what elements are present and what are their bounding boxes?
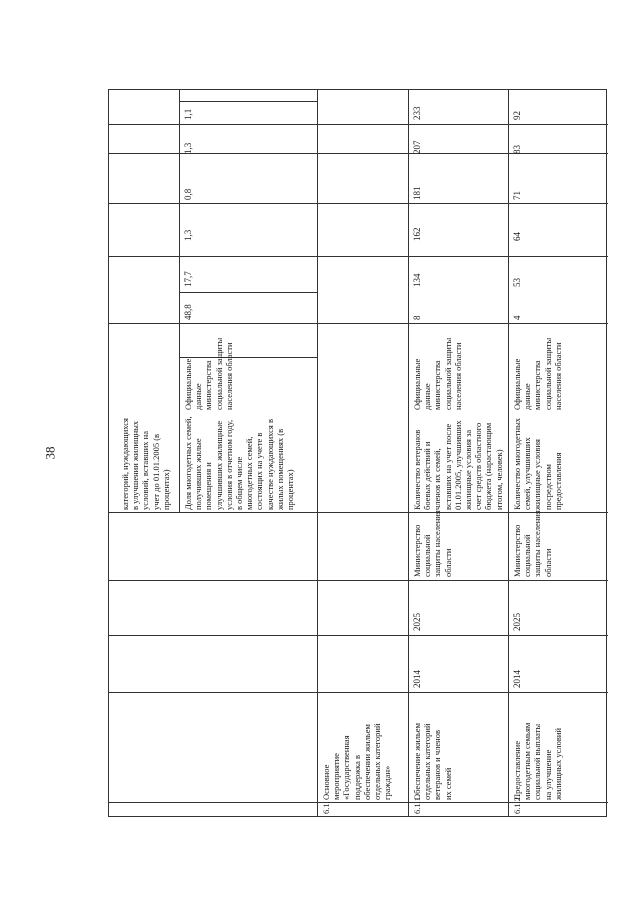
- text-line: условия в отчетном году,: [223, 419, 234, 510]
- value-3: 181: [412, 186, 422, 200]
- column-separator: [179, 101, 317, 102]
- text-line: мероприятие: [331, 753, 342, 800]
- executor: [412, 510, 453, 577]
- column-separator: [109, 692, 608, 693]
- column-separator: [109, 323, 608, 324]
- text-line: 01.01.2005, улучшивших: [452, 420, 463, 510]
- text-line: области: [542, 548, 553, 577]
- row-separator: [317, 90, 318, 816]
- start-year: 2014: [412, 670, 422, 688]
- column-separator: [109, 802, 608, 803]
- text-line: в улучшении жилищных: [130, 420, 141, 510]
- text-line: жилых помещениях (в: [274, 428, 285, 510]
- text-line: на улучшение: [542, 749, 553, 800]
- base-value: 4: [512, 315, 522, 320]
- share-indicator: [183, 416, 295, 510]
- column-separator: [109, 124, 608, 125]
- share-source: [183, 338, 234, 410]
- column-separator: [109, 203, 608, 204]
- text-line: предоставления: [552, 452, 563, 510]
- text-line: учет до 01.01.2005 (в: [150, 433, 161, 510]
- text-line: обеспечении жильем: [361, 724, 372, 800]
- continuation-indicator: [120, 418, 171, 510]
- row-number: 6.1.: [321, 801, 331, 814]
- text-line: получивших жилые: [193, 438, 204, 510]
- text-line: посредством: [542, 464, 553, 510]
- text-line: социальной выплаты: [532, 723, 543, 800]
- text-line: области: [442, 548, 453, 577]
- text-line: многодетных семей,: [244, 436, 255, 510]
- text-line: состоящих на учете в: [254, 432, 265, 510]
- text-line: их семей: [442, 767, 453, 800]
- text-line: Количество ветеранов: [412, 429, 422, 510]
- text-line: Министерство: [512, 524, 522, 577]
- text-line: поддержка в: [351, 754, 362, 800]
- value-5: 92: [512, 111, 522, 120]
- text-line: социальной защиты: [442, 337, 453, 410]
- text-line: защиты населения: [532, 510, 543, 577]
- row-name: [412, 723, 453, 800]
- column-separator: [109, 256, 608, 257]
- indicator: [412, 420, 504, 510]
- share-value-5: 1,1: [183, 108, 193, 120]
- text-line: качестве нуждающихся в: [264, 419, 275, 510]
- column-separator: [109, 635, 608, 636]
- text-line: социальной защиты: [213, 337, 224, 410]
- row-number: 6.1.1.: [412, 794, 422, 814]
- text-line: социальной: [522, 534, 533, 577]
- text-line: улучшивших жилищные: [213, 420, 224, 510]
- document-table: [108, 89, 607, 817]
- text-line: населения области: [452, 342, 463, 410]
- text-line: жилищные условия: [532, 439, 543, 510]
- text-line: бюджета (нарастающим: [483, 422, 494, 510]
- text-line: Количество многодетных: [512, 417, 522, 510]
- text-line: «Государственная: [341, 735, 352, 800]
- text-line: защиты населения: [432, 510, 443, 577]
- text-line: процентах): [285, 469, 296, 510]
- text-line: отдельных категорий: [422, 723, 433, 800]
- text-line: Официальные: [412, 358, 422, 410]
- text-line: Официальные: [183, 358, 193, 410]
- text-line: отдельных категорий: [372, 723, 383, 800]
- text-line: Министерство: [412, 524, 422, 577]
- row-separator: [408, 90, 409, 816]
- text-line: боевых действий и: [422, 441, 433, 510]
- share-value-4: 1,3: [183, 142, 193, 154]
- end-year: 2025: [412, 613, 422, 631]
- text-line: семей, улучшивших: [522, 437, 533, 510]
- text-line: Доля многодетных семей,: [183, 416, 193, 510]
- end-year: 2025: [512, 613, 522, 631]
- indicator: [512, 418, 563, 510]
- text-line: данные: [422, 383, 433, 410]
- sub-row-separator: [179, 90, 180, 512]
- row-name: [321, 723, 392, 800]
- share-value-2: 1,3: [183, 229, 193, 241]
- value-4: 83: [512, 145, 522, 154]
- text-line: категорий, нуждающихся: [120, 418, 130, 510]
- row-number: 6.1.2.: [512, 794, 522, 814]
- text-line: социальной защиты: [542, 337, 553, 410]
- text-line: министерства: [432, 360, 443, 410]
- value-1: 134: [412, 273, 422, 287]
- text-line: Официальные: [512, 358, 522, 410]
- text-line: процентах): [160, 469, 171, 510]
- value-5: 233: [412, 106, 422, 120]
- text-line: данные: [522, 383, 533, 410]
- column-separator: [179, 292, 317, 293]
- text-line: членов их семей,: [432, 448, 443, 510]
- base-value: 8: [412, 315, 422, 320]
- share-base-value: 48,8: [183, 304, 193, 320]
- text-line: социальной: [422, 534, 433, 577]
- text-line: итогом, человек): [493, 449, 504, 510]
- text-line: граждан»: [382, 765, 393, 800]
- value-4: 207: [412, 140, 422, 154]
- text-line: ветеранов и членов: [432, 730, 443, 800]
- text-line: Обеспечение жильем: [412, 723, 422, 800]
- row-name: [512, 723, 563, 800]
- text-line: министерства: [532, 360, 543, 410]
- row-separator: [508, 90, 509, 816]
- executor: [512, 510, 553, 577]
- value-1: 53: [512, 278, 522, 287]
- text-line: счет средств областного: [473, 422, 484, 510]
- value-2: 162: [412, 227, 422, 241]
- value-3: 71: [512, 191, 522, 200]
- text-line: в общем числе: [234, 456, 245, 510]
- share-value-1: 17,7: [183, 271, 193, 287]
- text-line: помещения и: [203, 462, 214, 510]
- page-number: 38: [42, 446, 58, 460]
- text-line: жилищные условия за: [463, 429, 474, 510]
- column-separator: [109, 580, 608, 581]
- text-line: данные: [193, 383, 204, 410]
- start-year: 2014: [512, 670, 522, 688]
- text-line: населения области: [223, 342, 234, 410]
- source: [412, 338, 463, 410]
- text-line: условий, вставших на: [140, 430, 151, 510]
- text-line: министерства: [203, 360, 214, 410]
- text-line: вставших на учет после: [442, 423, 453, 510]
- text-line: многодетным семьям: [522, 722, 533, 800]
- source: [512, 338, 563, 410]
- text-line: Предоставление: [512, 741, 522, 800]
- text-line: Основное: [321, 764, 331, 800]
- text-line: жилищных условий: [552, 727, 563, 800]
- text-line: населения области: [552, 342, 563, 410]
- share-value-3: 0,8: [183, 188, 193, 200]
- value-2: 64: [512, 232, 522, 241]
